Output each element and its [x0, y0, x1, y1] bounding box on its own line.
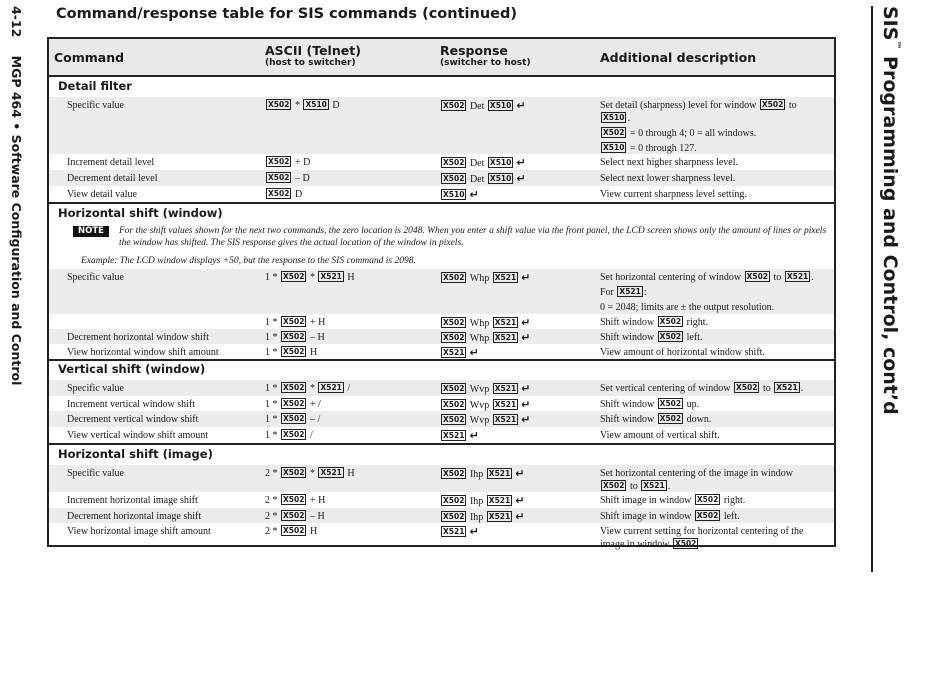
response-cell: X502 Det X510 ↵	[443, 99, 526, 112]
ascii-cell: 1 * X502 H	[265, 347, 318, 358]
header-ascii	[265, 43, 361, 68]
description-cell: Select next higher sharpness level.	[600, 157, 739, 168]
section-divider	[49, 359, 834, 361]
table-row	[49, 269, 834, 314]
description-cell: Set vertical centering of window X502 to X521 .	[600, 383, 804, 394]
var-x510: X510	[305, 100, 327, 109]
table-row	[49, 427, 834, 443]
response-cell: X521 ↵	[443, 429, 479, 442]
description-cell: View amount of vertical shift.	[600, 430, 720, 441]
chapter-title: Programming and Control, cont’d	[879, 49, 901, 415]
chapter-tab	[871, 6, 905, 572]
response-cell: X502 Ihp X521 ↵	[443, 467, 525, 480]
command-cell: View horizontal image shift amount	[67, 526, 211, 537]
response-cell: X502 Ihp X521 ↵	[443, 494, 525, 507]
section-detail-filter: Detail filter	[58, 79, 132, 93]
header-command: Command	[54, 50, 125, 65]
description-cell: View current sharpness level setting.	[600, 189, 747, 200]
ascii-cell: 1 * X502 * X521 H	[265, 272, 355, 283]
var-x510: X510	[489, 101, 512, 110]
response-cell: X502 Whp X521 ↵	[443, 271, 531, 284]
description-cell: Shift window X502 down.	[600, 414, 712, 425]
table-row	[49, 186, 834, 202]
ascii-cell: 1 * X502 * X521 /	[265, 383, 351, 394]
description-cell: Shift window X502 left.	[600, 332, 703, 343]
enter-icon: ↵	[515, 467, 525, 480]
enter-icon: ↵	[515, 510, 525, 523]
table-row	[49, 154, 834, 170]
response-cell: X502 Wvp X521 ↵	[443, 413, 531, 426]
chapter-sis: SIS	[879, 6, 901, 41]
command-cell: View vertical window shift amount	[67, 430, 209, 441]
response-cell: X521 ↵	[443, 346, 479, 359]
running-head-text: MGP 464 • Software Configuration and Control	[9, 55, 24, 386]
section-vshift-window: Vertical shift (window)	[58, 362, 206, 376]
ascii-cell: 2 * X502 * X521 H	[265, 468, 355, 479]
table-row	[49, 523, 834, 550]
description-cell: Shift image in window X502 right.	[600, 495, 746, 506]
enter-icon: ↵	[521, 331, 531, 344]
command-cell: Specific value	[67, 100, 124, 111]
note-example: Example: The LCD window displays +50, but the response to the SIS command is 2098.	[81, 256, 416, 266]
note-badge: NOTE	[73, 226, 109, 237]
section-divider	[49, 202, 834, 204]
table-row	[49, 396, 834, 411]
section-hshift-window: Horizontal shift (window)	[58, 206, 223, 220]
command-cell: Increment detail level	[67, 157, 155, 168]
enter-icon: ↵	[521, 398, 531, 411]
command-cell: Decrement horizontal window shift	[67, 332, 209, 343]
table-row	[49, 314, 834, 329]
command-cell: Decrement vertical window shift	[67, 414, 199, 425]
description-cell: Set horizontal centering of the image in window X502 to X521 .	[600, 468, 794, 492]
command-cell: View detail value	[67, 189, 137, 200]
command-cell: Decrement horizontal image shift	[67, 511, 202, 522]
table-row	[49, 170, 834, 186]
enter-icon: ↵	[515, 494, 525, 507]
description-cell: View amount of horizontal window shift.	[600, 347, 765, 358]
note-text: For the shift values shown for the next two commands, the zero location is 2048. When you enter a shift value via the front panel, the LCD screen shows only the amount of lines or pixels the window has shifted. The SIS response gives the actual location of the window in pixels.	[119, 226, 827, 248]
ascii-cell: X502 + D	[268, 157, 311, 168]
response-cell: X502 Wvp X521 ↵	[443, 382, 531, 395]
table-row	[49, 465, 834, 492]
command-cell: Decrement detail level	[67, 173, 158, 184]
table-row	[49, 329, 834, 344]
ascii-cell: 1 * X502 /	[265, 430, 313, 441]
enter-icon: ↵	[516, 156, 526, 169]
enter-icon: ↵	[469, 525, 479, 538]
page-title: Command/response table for SIS commands (continued)	[56, 6, 517, 22]
enter-icon: ↵	[469, 429, 479, 442]
header-ascii-sub: (host to switcher)	[265, 58, 356, 68]
description-cell: Shift image in window X502 left.	[600, 511, 740, 522]
header-response	[440, 43, 531, 68]
section-hshift-image: Horizontal shift (image)	[58, 447, 213, 461]
response-cell: X502 Ihp X521 ↵	[443, 510, 525, 523]
ascii-cell: 1 * X502 + /	[265, 399, 321, 410]
ascii-cell: 2 * X502 H	[265, 526, 318, 537]
response-cell: X510 ↵	[443, 188, 479, 201]
header-description: Additional description	[600, 50, 757, 65]
description-cell: Shift window X502 right.	[600, 317, 709, 328]
response-cell: X502 Det X510 ↵	[443, 156, 526, 169]
ascii-cell: 2 * X502 + H	[265, 495, 326, 506]
ascii-cell: X502 – D	[268, 173, 310, 184]
enter-icon: ↵	[469, 346, 479, 359]
header-response-sub: (switcher to host)	[440, 58, 531, 68]
response-cell: X502 Det X510 ↵	[443, 172, 526, 185]
ascii-cell: 2 * X502 – H	[265, 511, 325, 522]
header-ascii-label: ASCII (Telnet)	[265, 43, 361, 58]
section-divider	[49, 443, 834, 445]
description-cell: View current setting for horizontal centering of the image in window X502 .	[600, 526, 804, 550]
enter-icon: ↵	[521, 382, 531, 395]
enter-icon: ↵	[521, 413, 531, 426]
table-row	[49, 344, 834, 359]
table-row	[49, 380, 834, 396]
command-cell: Increment vertical window shift	[67, 399, 196, 410]
ascii-cell: 1 * X502 – H	[265, 332, 325, 343]
description-cell: Set detail (sharpness) level for window X502 to X510 . X502 = 0 through 4; 0 = all windows. X510 = 0 through 127.	[600, 100, 797, 154]
left-running-head	[2, 6, 26, 386]
ascii-cell: 1 * X502 – /	[265, 414, 321, 425]
table-header	[49, 39, 834, 77]
response-cell: X502 Whp X521 ↵	[443, 331, 531, 344]
table-row	[49, 492, 834, 508]
ascii-cell: X502 D	[268, 189, 303, 200]
table-row	[49, 97, 834, 154]
trademark-mark: ™	[891, 40, 901, 50]
table-row	[49, 411, 834, 427]
command-table	[47, 37, 836, 550]
command-cell: Specific value	[67, 383, 124, 394]
table-row	[49, 508, 834, 523]
ascii-cell: 1 * X502 + H	[265, 317, 326, 328]
description-cell: Shift window X502 up.	[600, 399, 700, 410]
enter-icon: ↵	[521, 271, 531, 284]
description-cell: Set horizontal centering of window X502 to X521 . For X521 : 0 = 2048; limits are ± the output resolution.	[600, 272, 814, 313]
header-response-label: Response	[440, 43, 508, 58]
enter-icon: ↵	[516, 172, 526, 185]
response-cell: X521 ↵	[443, 525, 479, 538]
var-x502: X502	[268, 100, 290, 109]
var-x502: X502	[443, 101, 465, 110]
enter-icon: ↵	[516, 99, 526, 112]
command-cell: Specific value	[67, 272, 124, 283]
enter-icon: ↵	[469, 188, 479, 201]
page-number: 4-12	[9, 6, 24, 38]
ascii-cell: X502 * X510 D	[268, 100, 340, 111]
command-cell: Specific value	[67, 468, 124, 479]
command-cell: View horizontal window shift amount	[67, 347, 219, 358]
response-cell: X502 Whp X521 ↵	[443, 316, 531, 329]
chapter-tab-rule	[871, 6, 873, 572]
description-cell: Select next lower sharpness level.	[600, 173, 736, 184]
enter-icon: ↵	[521, 316, 531, 329]
response-cell: X502 Wvp X521 ↵	[443, 398, 531, 411]
command-cell: Increment horizontal image shift	[67, 495, 198, 506]
